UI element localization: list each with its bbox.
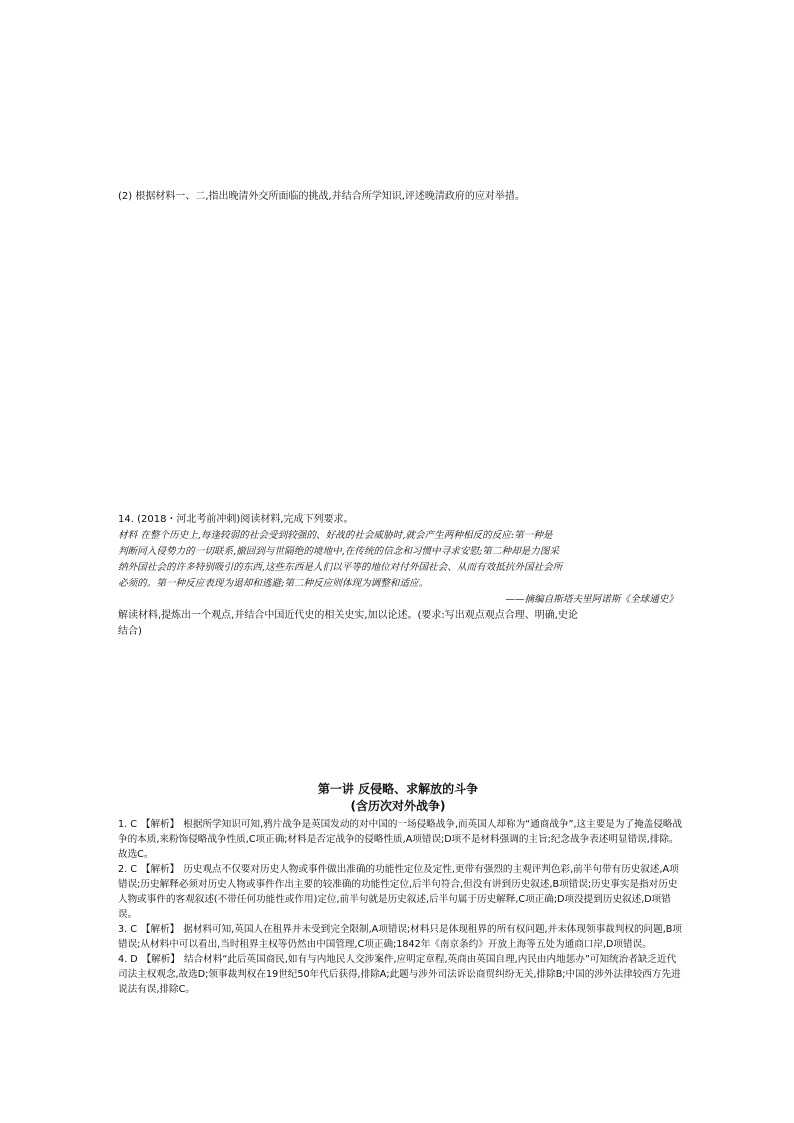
answer-text: 历史观点不仅要对历史人物或事件做出准确的功能性定位及定性,更带有强烈的主观评判色彩,前半句带有历史叙述,A项错误;历史解释必须对历史人物或事件作出主要的较准确的功能性定位,后半句符合,但没有讲到历史叙述,B项错误;历史事实是指对历史人物或事件的客观叙述(不带任何功能性或作用)定位,前半句就是历史叙述,后半句属于历史解释,C项正确;D项没提到历史叙述,D项错误。	[118, 864, 679, 920]
question-14	[118, 512, 678, 640]
analysis-tag: 【解析】	[140, 819, 180, 830]
question-2-text: (2) 根据材料一、二,指出晚清外交所面临的挑战,并结合所学知识,评述晚清政府的应对举措。	[118, 191, 525, 202]
answer-item	[118, 922, 683, 952]
material-line: 材料 在整个历史上,每逢较弱的社会受到较强的、好战的社会威胁时,就会产生两种相反的反应:第一种是	[118, 530, 553, 541]
analysis-tag: 【解析】	[140, 924, 180, 935]
section-title: 第一讲 反侵略、求解放的斗争	[317, 782, 479, 796]
material-line: 纳外国社会的许多特别吸引的东西,这些东西是人们以平等的地位对付外国社会、从而有效抵抗外国社会所	[118, 562, 563, 573]
answer-number: 4. D	[118, 954, 138, 965]
material-line: 判断同入侵势力的一切联系,撤回到与世隔绝的境地中,在传统的信念和习惯中寻求安慰;第二种却是力图采	[118, 546, 560, 557]
answer-item	[118, 817, 683, 862]
material-line: 必须的。第一种反应表现为退却和逃避;第二种反应则体现为调整和适应。	[118, 578, 429, 589]
answer-item	[118, 952, 683, 997]
question-14-header: 14. (2018・河北考前冲刺)阅读材料,完成下列要求。	[118, 514, 354, 525]
section-subtitle: (含历次对外战争)	[350, 799, 446, 813]
answer-text: 根据所学知识可知,鸦片战争是英国发动的对中国的一场侵略战争,而英国人却称为“通商战争”,这主要是为了掩盖侵略战争的本质,来粉饰侵略战争性质,C项正确;材料是否定战争的侵略性质,A项错误;D项不是材料强调的主旨;纪念战争表述明显错误,排除。故选C。	[118, 819, 683, 860]
answer-number: 1. C	[118, 819, 137, 830]
answer-list	[118, 817, 683, 997]
question-14-text-line: 结合)	[118, 626, 142, 637]
answer-text: 据材料可知,英国人在租界并未受到完全限制,A项错误;材料只是体现租界的所有权问题,并未体现领事裁判权的问题,B项错误;从材料中可以看出,当时租界主权等仍然由中国管理,C项正确;1842年《南京条约》开放上海等五处为通商口岸,D项错误。	[118, 924, 682, 950]
answer-item	[118, 862, 683, 922]
question-14-text-line: 解读材料,提炼出一个观点,并结合中国近代史的相关史实,加以论述。(要求:写出观点观点合理、明确,史论	[118, 610, 578, 621]
question-2	[118, 189, 678, 205]
answer-number: 2. C	[118, 864, 137, 875]
answer-text: 结合材料“此后英国商民,如有与内地民人交涉案件,应明定章程,英商由英国自理,内民由内地惩办”可知统治者缺乏近代司法主权观念,故选D;领事裁判权在19世纪50年代后获得,排除A;此题与涉外司法诉讼商贸纠纷无关,排除B;中国的涉外法律较西方先进说法有误,排除C。	[118, 954, 681, 995]
answer-number: 3. C	[118, 924, 137, 935]
analysis-tag: 【解析】	[140, 864, 180, 875]
analysis-tag: 【解析】	[141, 954, 180, 965]
material-source: ——摘编自斯塔夫里阿诺斯《全球通史》	[505, 594, 678, 605]
